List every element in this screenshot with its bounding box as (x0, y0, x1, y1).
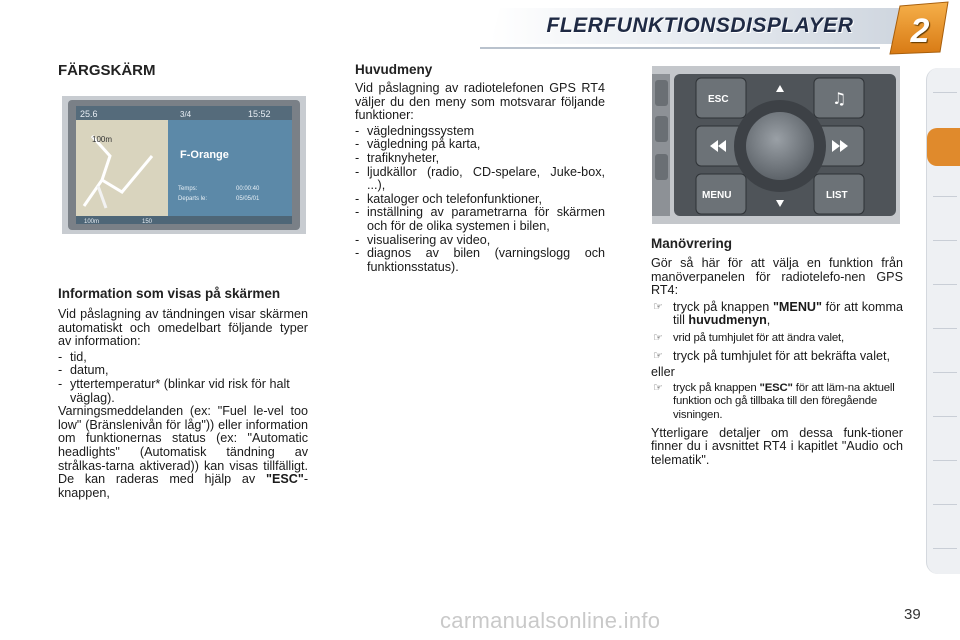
panel-esc-label: ESC (708, 94, 729, 105)
screen-scale-text: 100m (92, 135, 113, 144)
screen-row1-label: Temps: (178, 186, 198, 192)
list-item: - diagnos av bilen (varningslogg och funktionsstatus). (355, 247, 605, 274)
section-heading-fargskarm: FÄRGSKÄRM (58, 62, 156, 79)
page-heading: FLERFUNKTIONSDISPLAYER (546, 14, 854, 37)
panel-list-label: LIST (826, 190, 848, 201)
pointer-icon: ☞ (653, 349, 663, 362)
main-menu-intro: Vid påslagning av radiotelefonen GPS RT4 väljer du den meny som motsvarar följande funktioner: (355, 81, 605, 123)
color-screen-photo (62, 96, 306, 234)
music-note-icon: ♫ (832, 89, 847, 108)
instruction-item: ☞ tryck på knappen "MENU" för att komma till huvudmenyn, (653, 299, 904, 328)
screen-top-left-text: 25.6 (80, 109, 98, 119)
control-panel-photo (652, 66, 900, 224)
list-item: - yttertemperatur* (blinkar vid risk för halt väglag). (58, 378, 308, 405)
list-item: - inställning av parametrarna för skärmen och för de olika systemen i bilen, (355, 206, 605, 233)
section-heading-manovrering: Manövrering (651, 236, 733, 251)
list-item: - vägledning på karta, (355, 138, 605, 152)
page-number: 39 (904, 606, 921, 623)
screen-row1-value: 00:00:40 (236, 186, 260, 192)
pointer-icon: ☞ (653, 381, 663, 394)
screen-station-text: F-Orange (180, 149, 229, 161)
instruction-item: ☞ tryck på tumhjulet för att bekräfta valet, (653, 348, 890, 363)
screen-row2-label: Departs le: (178, 196, 208, 202)
section-heading-huvudmeny: Huvudmeny (355, 62, 433, 77)
list-item: - trafiknyheter, (355, 152, 605, 166)
list-item: - datum, (58, 364, 308, 378)
instruction-item: ☞ vrid på tumhjulet för att ändra valet, (653, 331, 844, 344)
watermark: carmanualsonline.info (440, 608, 661, 633)
closing-paragraph: Ytterligare detaljer om dessa funk-tioner finner du i avsnittet RT4 i kapitlet "Audio och telematik". (651, 425, 903, 467)
list-item: - vägledningssystem (355, 125, 605, 139)
list-item: - tid, (58, 351, 308, 365)
screen-date-text: 3/4 (180, 110, 192, 119)
operation-intro: Gör så här för att välja en funktion från manöverpanelen för radiotelefo-nen GPS RT4: (651, 256, 903, 298)
section-heading-info: Information som visas på skärmen (58, 286, 281, 301)
screen-time-text: 15:52 (248, 109, 271, 119)
active-chapter-tab[interactable] (927, 128, 960, 166)
screen-bottom-left: 100m (84, 219, 100, 225)
screen-bottom-mid: 150 (142, 219, 153, 225)
panel-menu-label: MENU (702, 190, 732, 201)
info-intro: Vid påslagning av tändningen visar skärmen automatiskt och omedelbart följande typer av information: (58, 307, 308, 349)
chapter-number-badge: 2 (910, 12, 930, 50)
pointer-icon: ☞ (653, 331, 663, 344)
list-item: - kataloger och telefonfunktioner, (355, 193, 605, 207)
warning-paragraph: Varningsmeddelanden (ex: "Fuel le-vel too low" (Bränslenivån för låg")) eller information om funktionernas status (ex: "Automatic headlights" (Automatisk tändning av strålkas-tarna aktiverad)) kan visas tillfälligt. De kan raderas med hjälp av "ESC"-knappen, (58, 404, 309, 500)
pointer-icon: ☞ (653, 300, 663, 313)
screen-row2-value: 05/05/01 (236, 196, 260, 202)
or-text: eller (651, 365, 675, 380)
instruction-item: ☞ tryck på knappen "ESC" för att läm-na aktuell funktion och gå tillbaka till den föregående visningen. (653, 381, 895, 421)
list-item: - visualisering av video, (355, 234, 605, 248)
list-item: - ljudkällor (radio, CD-spelare, Juke-box, ...), (355, 166, 605, 193)
